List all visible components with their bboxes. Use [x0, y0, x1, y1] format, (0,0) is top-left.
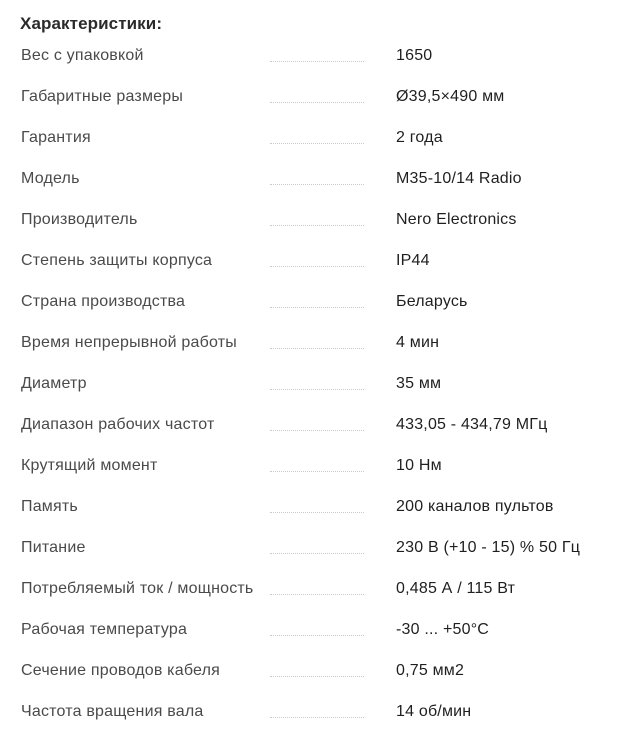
spec-label: Частота вращения вала: [21, 703, 204, 720]
spec-label: Диаметр: [21, 375, 87, 392]
dotted-leader: [270, 307, 364, 308]
spec-row: [0, 118, 625, 159]
spec-row: [0, 651, 625, 692]
spec-value: 0,75 мм2: [396, 662, 465, 679]
spec-row: [0, 241, 625, 282]
spec-value: -30 ... +50°С: [396, 621, 490, 638]
spec-label: Степень защиты корпуса: [21, 252, 213, 269]
dotted-leader: [270, 389, 364, 390]
spec-label: Крутящий момент: [21, 457, 158, 474]
spec-row: [0, 446, 625, 487]
spec-value: 1650: [396, 47, 433, 64]
spec-label: Вес с упаковкой: [21, 47, 144, 64]
spec-value: 2 года: [396, 129, 443, 146]
spec-label: Габаритные размеры: [21, 88, 184, 105]
dotted-leader: [270, 430, 364, 431]
spec-row: [0, 610, 625, 651]
dotted-leader: [270, 717, 364, 718]
spec-row: [0, 364, 625, 405]
dotted-leader: [270, 635, 364, 636]
spec-row: [0, 569, 625, 610]
spec-row: [0, 77, 625, 118]
spec-label: Диапазон рабочих частот: [21, 416, 215, 433]
dotted-leader: [270, 553, 364, 554]
dotted-leader: [270, 512, 364, 513]
spec-row: [0, 159, 625, 200]
spec-value: Nero Electronics: [396, 211, 517, 228]
spec-value: IP44: [396, 252, 430, 269]
spec-value: 433,05 - 434,79 МГц: [396, 416, 548, 433]
dotted-leader: [270, 143, 364, 144]
spec-row: [0, 323, 625, 364]
spec-value: Ø39,5×490 мм: [396, 88, 505, 105]
spec-value: 35 мм: [396, 375, 442, 392]
dotted-leader: [270, 471, 364, 472]
dotted-leader: [270, 348, 364, 349]
specifications-list: [0, 36, 625, 733]
spec-label: Потребляемый ток / мощность: [21, 580, 254, 597]
spec-label: Время непрерывной работы: [21, 334, 237, 351]
spec-label: Модель: [21, 170, 80, 187]
dotted-leader: [270, 594, 364, 595]
spec-value: 230 В (+10 - 15) % 50 Гц: [396, 539, 581, 556]
spec-label: Питание: [21, 539, 86, 556]
spec-value: 0,485 А / 115 Вт: [396, 580, 516, 597]
spec-value: 4 мин: [396, 334, 440, 351]
spec-row: [0, 528, 625, 569]
spec-label: Производитель: [21, 211, 138, 228]
spec-value: 14 об/мин: [396, 703, 472, 720]
spec-row: [0, 36, 625, 77]
dotted-leader: [270, 184, 364, 185]
dotted-leader: [270, 102, 364, 103]
spec-value: М35-10/14 Radio: [396, 170, 522, 187]
spec-label: Гарантия: [21, 129, 91, 146]
spec-label: Страна производства: [21, 293, 186, 310]
spec-label: Память: [21, 498, 78, 515]
dotted-leader: [270, 266, 364, 267]
specifications-title: Характеристики:: [20, 14, 163, 33]
dotted-leader: [270, 61, 364, 62]
spec-row: [0, 405, 625, 446]
spec-row: [0, 487, 625, 528]
spec-row: [0, 692, 625, 733]
spec-label: Сечение проводов кабеля: [21, 662, 220, 679]
spec-value: 10 Нм: [396, 457, 442, 474]
spec-value: 200 каналов пультов: [396, 498, 554, 515]
spec-row: [0, 282, 625, 323]
spec-label: Рабочая температура: [21, 621, 188, 638]
dotted-leader: [270, 225, 364, 226]
dotted-leader: [270, 676, 364, 677]
spec-value: Беларусь: [396, 293, 468, 310]
spec-row: [0, 200, 625, 241]
